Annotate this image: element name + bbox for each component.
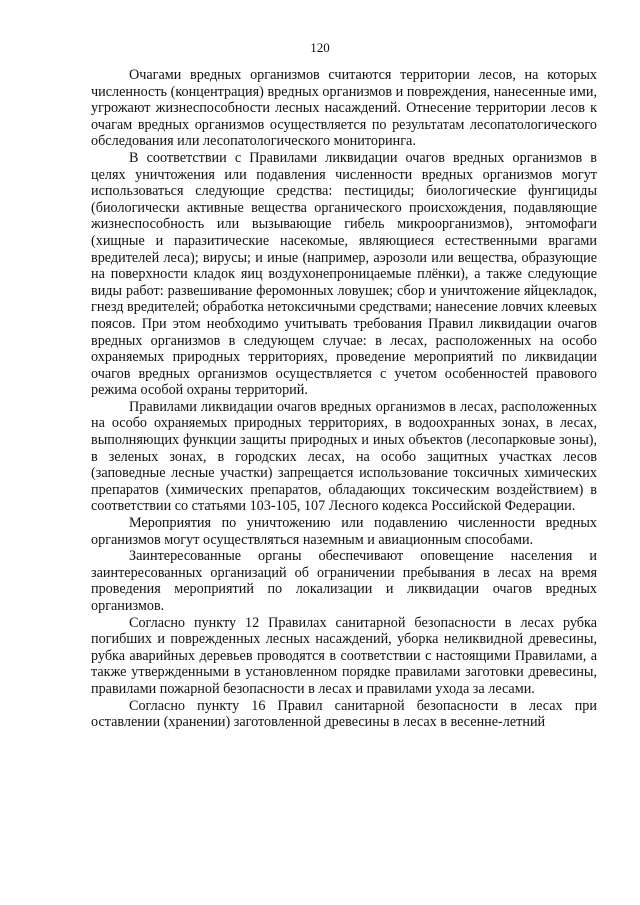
paragraph-toxic-chemicals-ban: Правилами ликвидации очагов вредных организмов в лесах, расположенных на особо охраняемых природных территориях, в водоохранных зонах, в лесах, выполняющих функции защиты природных и иных объектов (лесопарковые зоны), в зеленых зонах, в городских лесах, на особо защитных участках лесов (заповедные лесные участки) запрещается использование токсичных химических препаратов (химических препаратов, обладающих токсическим воздействием) в соответствии со статьями 103-105, 107 Лесного кодекса Российской Федерации. (91, 398, 597, 515)
paragraph-pest-foci-definition: Очагами вредных организмов считаются территории лесов, на которых численность (концентрация) вредных организмов и повреждения, нанесенные ими, угрожают жизнеспособности лесных насаждений. Отнесение территории лесов к очагам вредных организмов осуществляется по результатам лесопатологического обследования или лесопатологического мониторинга. (91, 67, 597, 150)
paragraph-rule-16: Согласно пункту 16 Правил санитарной безопасности в лесах при оставлении (хранении) заготовленной древесины в лесах в весенне-летний (91, 697, 597, 731)
paragraph-control-means: В соответствии с Правилами ликвидации очагов вредных организмов в целях уничтожения или подавления численности вредных организмов могут использоваться следующие средства: пестициды; биологические фунгициды (биологически активные вещества органического происхождения, подавляющие жизнеспособность или вызывающие гибель микроорганизмов), энтомофаги (хищные и паразитические насекомые, являющиеся естественными врагами вредителей леса); вирусы; и иные (например, аэрозоли или вещества, образующие на поверхности кладок яиц воздухонепроницаемые плёнки), а также следующие виды работ: развешивание феромонных ловушек; сбор и уничтожение яйцекладок, гнезд вредителей; обработка нетоксичными средствами; нанесение ловчих клеевых поясов. При этом необходимо учитывать требования Правил ликвидации очагов вредных организмов в следующем случае: в лесах, расположенных на особо охраняемых природных территориях, проведение мероприятий по ликвидации очагов вредных организмов осуществляется с учетом особенностей правового режима особой охраны территорий. (91, 149, 597, 399)
paragraph-control-methods: Мероприятия по уничтожению или подавлению численности вредных организмов могут осуществляться наземным и авиационным способами. (91, 515, 597, 548)
paragraph-rule-12: Согласно пункту 12 Правилах санитарной безопасности в лесах рубка погибших и поврежденных лесных насаждений, уборка неликвидной древесины, рубка аварийных деревьев проводятся в соответствии с настоящими Правилами, а также утвержденными в установленном порядке правилами заготовки древесины, правилами пожарной безопасности в лесах и правилами ухода за лесами. (91, 614, 597, 697)
paragraph-public-notification: Заинтересованные органы обеспечивают оповещение населения и заинтересованных организаций об ограничении пребывания в лесах на время проведения мероприятий по локализации и ликвидации очагов вредных организмов. (91, 548, 597, 614)
page-number: 120 (310, 40, 330, 55)
document-body (91, 67, 597, 731)
